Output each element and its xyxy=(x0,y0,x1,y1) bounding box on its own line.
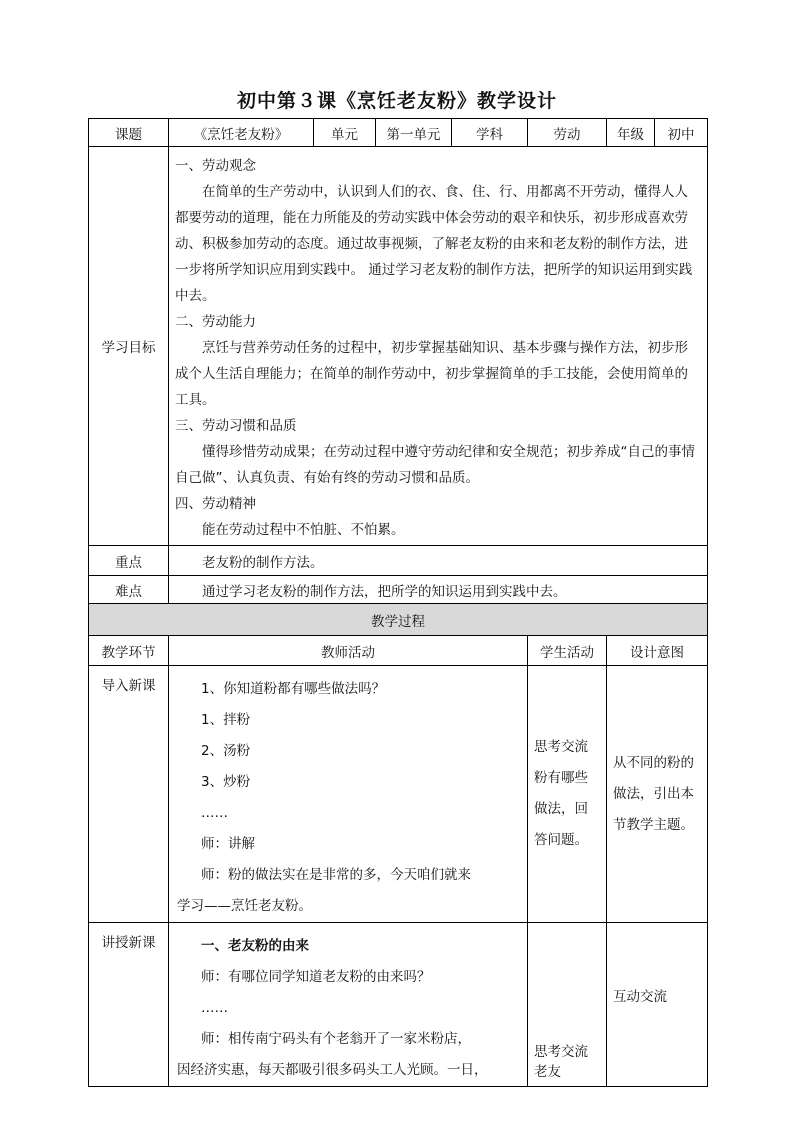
document-title: 初中第３课《烹饪老友粉》教学设计 xyxy=(236,90,557,112)
intro-teacher xyxy=(169,666,528,923)
goals-row xyxy=(89,147,708,546)
lesson-plan-table xyxy=(88,118,708,1087)
intro-line: 3、炒粉 xyxy=(201,774,251,790)
col-intent: 设计意图 xyxy=(607,636,708,666)
intro-line: 2、汤粉 xyxy=(201,743,251,759)
intro-stage: 导入新课 xyxy=(89,666,169,923)
key-point-row xyxy=(89,546,708,576)
info-row xyxy=(89,119,708,147)
new-lesson-line: 师：相传南宁码头有个老翁开了一家米粉店， xyxy=(201,1031,471,1047)
goals-paragraph-2: 烹饪与营养劳动任务的过程中，初步掌握基础知识、基本步骤与操作方法，初步形成个人生活自理能力；在简单的制作劳动中，初步掌握简单的手工技能，会使用简单的工具。 xyxy=(175,340,688,408)
lesson-value: 《烹饪老友粉》 xyxy=(169,119,314,147)
unit-value: 第一单元 xyxy=(376,119,452,147)
goals-heading-1: 一、劳动观念 xyxy=(175,158,256,174)
new-lesson-student: 思考交流老友 xyxy=(528,923,607,1087)
subject-value: 劳动 xyxy=(528,119,607,147)
difficulty-value: 通过学习老友粉的制作方法，把所学的知识运用到实践中去。 xyxy=(169,576,708,604)
unit-label: 单元 xyxy=(314,119,376,147)
intro-line: 学习——烹饪老友粉。 xyxy=(177,898,312,914)
intro-line: 师：讲解 xyxy=(201,836,255,852)
intro-line: 师：粉的做法实在是非常的多，今天咱们就来 xyxy=(201,867,471,883)
subject-label: 学科 xyxy=(452,119,528,147)
intro-line: 1、拌粉 xyxy=(201,712,251,728)
new-lesson-teacher xyxy=(169,923,528,1087)
intro-student: 思考交流粉有哪些做法，回答问题。 xyxy=(528,666,607,923)
new-lesson-line: 师：有哪位同学知道老友粉的由来吗？ xyxy=(201,969,431,985)
goals-heading-2: 二、劳动能力 xyxy=(175,314,256,330)
col-teacher: 教师活动 xyxy=(169,636,528,666)
grade-value: 初中 xyxy=(655,119,708,147)
grade-label: 年级 xyxy=(607,119,655,147)
goals-label: 学习目标 xyxy=(89,147,169,546)
difficulty-label: 难点 xyxy=(89,576,169,604)
key-point-value: 老友粉的制作方法。 xyxy=(169,546,708,576)
intro-row xyxy=(89,666,708,923)
goals-heading-3: 三、劳动习惯和品质 xyxy=(175,418,297,434)
new-lesson-intent: 互动交流 xyxy=(607,923,708,1087)
goals-paragraph-1: 在简单的生产劳动中，认识到人们的衣、食、住、行、用都离不开劳动，懂得人人都要劳动的道理，能在力所能及的劳动实践中体会劳动的艰辛和快乐，初步形成喜欢劳动、积极参加劳动的态度。通过故事视频，了解老友粉的由来和老友粉的制作方法，进一步将所学知识应用到实践中。 通过学习老友粉的制作方法，把所学的知识运用到实践中去。 xyxy=(175,184,693,304)
goals-paragraph-3: 懂得珍惜劳动成果；在劳动过程中遵守劳动纪律和安全规范；初步养成“自己的事情自己做”、认真负责、有始有终的劳动习惯和品质。 xyxy=(175,444,695,486)
process-columns-row xyxy=(89,636,708,666)
new-lesson-row xyxy=(89,923,708,1087)
goals-paragraph-4: 能在劳动过程中不怕脏、不怕累。 xyxy=(202,522,405,538)
new-lesson-line: …… xyxy=(201,1000,228,1016)
new-lesson-heading: 一、老友粉的由来 xyxy=(201,938,309,954)
process-header: 教学过程 xyxy=(89,604,708,636)
goals-heading-4: 四、劳动精神 xyxy=(175,496,256,512)
new-lesson-stage: 讲授新课 xyxy=(89,923,169,1087)
new-lesson-line: 因经济实惠，每天都吸引很多码头工人光顾。一日， xyxy=(177,1062,488,1078)
intro-line: …… xyxy=(201,805,228,821)
col-student: 学生活动 xyxy=(528,636,607,666)
process-header-row xyxy=(89,604,708,636)
col-stage: 教学环节 xyxy=(89,636,169,666)
lesson-label: 课题 xyxy=(89,119,169,147)
goals-content xyxy=(169,147,708,546)
difficulty-row xyxy=(89,576,708,604)
intro-line: 1、你知道粉都有哪些做法吗？ xyxy=(201,681,386,697)
intro-intent: 从不同的粉的做法，引出本节教学主题。 xyxy=(607,666,708,923)
key-point-label: 重点 xyxy=(89,546,169,576)
